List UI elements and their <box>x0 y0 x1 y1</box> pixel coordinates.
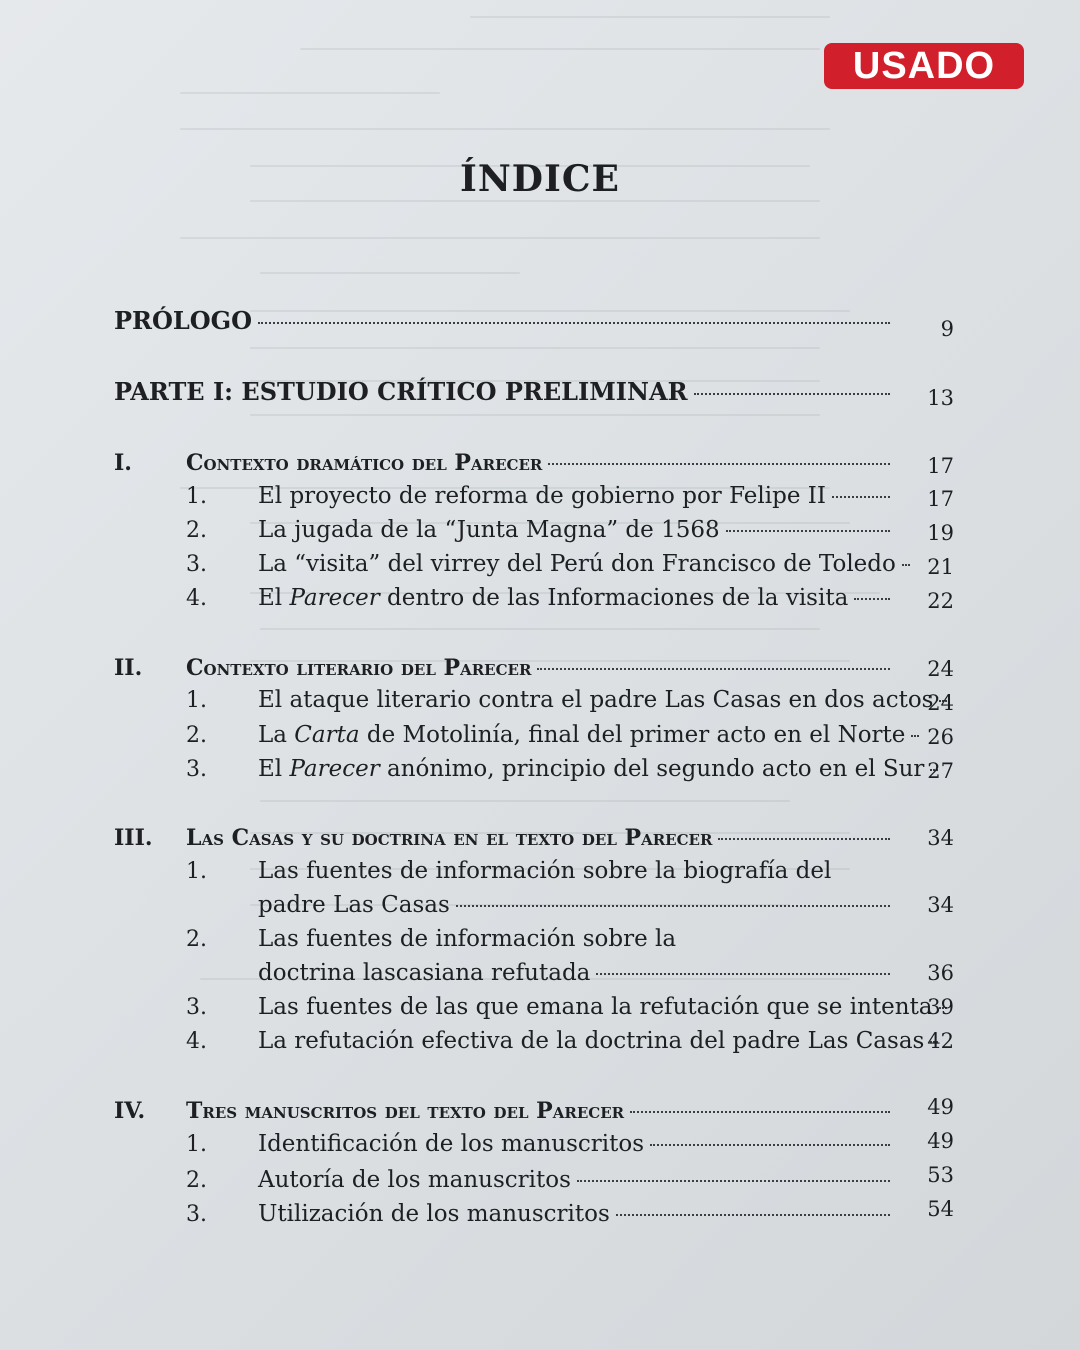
toc-section-2[interactable] <box>114 655 894 681</box>
toc-item[interactable] <box>186 1131 894 1157</box>
section-label: Las Casas y su doctrina en el texto del Parecer <box>186 825 713 851</box>
toc-item[interactable] <box>186 1028 925 1054</box>
dot-leader <box>630 1111 890 1113</box>
item-number: 3. <box>186 757 207 782</box>
item-label: Utilización de los manuscritos <box>258 1201 610 1227</box>
toc-section-3[interactable] <box>114 825 894 851</box>
item-number: 2. <box>186 518 207 543</box>
toc-page-number: 13 <box>927 386 954 410</box>
toc-item[interactable] <box>186 722 906 748</box>
item-number: 2. <box>186 723 207 748</box>
dot-leader <box>726 530 890 532</box>
dot-leader <box>596 973 890 975</box>
dot-leader <box>854 598 890 600</box>
toc-item[interactable] <box>186 926 894 952</box>
toc-item[interactable] <box>186 756 925 782</box>
toc-page-number: 39 <box>927 995 954 1019</box>
toc-page-number: 54 <box>927 1197 954 1221</box>
section-number: II. <box>114 655 143 681</box>
item-label-line-1: Las fuentes de información sobre la biografía del <box>258 858 832 884</box>
toc-page-number: 19 <box>927 521 954 545</box>
item-number: 2. <box>186 1168 207 1193</box>
section-label: Contexto dramático del Parecer <box>186 450 543 476</box>
item-number: 1. <box>186 484 207 509</box>
item-label-line-2: padre Las Casas <box>258 892 450 918</box>
toc-page-number: 17 <box>927 487 954 511</box>
toc-page-number: 49 <box>927 1129 954 1153</box>
item-label: El proyecto de reforma de gobierno por Felipe II <box>258 483 826 509</box>
toc-item-continuation[interactable] <box>258 960 894 986</box>
toc-item[interactable] <box>186 517 894 543</box>
toc-page-number: 34 <box>927 826 954 850</box>
toc-entry-label: PARTE I: ESTUDIO CRÍTICO PRELIMINAR <box>114 377 688 406</box>
dot-leader <box>694 393 890 395</box>
dot-leader <box>577 1180 890 1182</box>
toc-section-4[interactable] <box>114 1098 894 1124</box>
dot-leader <box>616 1214 890 1216</box>
toc-entry-label: PRÓLOGO <box>114 306 253 335</box>
item-number: 1. <box>186 688 207 713</box>
toc-item[interactable] <box>186 687 934 713</box>
item-label-line-1: Las fuentes de información sobre la <box>258 926 677 952</box>
toc-page-number: 53 <box>927 1163 954 1187</box>
item-number: 3. <box>186 552 207 577</box>
toc-page-number: 24 <box>927 691 954 715</box>
item-number: 1. <box>186 1132 207 1157</box>
toc-page-number: 36 <box>927 961 954 985</box>
section-number: I. <box>114 450 132 476</box>
section-number: III. <box>114 825 153 851</box>
item-label: Autoría de los manuscritos <box>258 1167 571 1193</box>
toc-item-continuation[interactable] <box>258 892 894 918</box>
section-label: Contexto literario del Parecer <box>186 655 532 681</box>
toc-section-1[interactable] <box>114 450 894 476</box>
item-label: Las fuentes de las que emana la refutación que se intenta <box>258 994 933 1020</box>
toc-item[interactable] <box>186 483 894 509</box>
dot-leader <box>718 838 890 840</box>
toc-page-number: 49 <box>927 1095 954 1119</box>
section-label: Tres manuscritos del texto del Parecer <box>186 1098 625 1124</box>
toc-item[interactable] <box>186 858 894 884</box>
toc-item[interactable] <box>186 585 894 611</box>
item-number: 3. <box>186 995 207 1020</box>
item-label: El Parecer dentro de las Informaciones de la visita <box>258 585 849 611</box>
toc-page-number: 42 <box>927 1029 954 1053</box>
section-number: IV. <box>114 1098 146 1124</box>
toc-entry-prologo[interactable] <box>114 306 894 335</box>
item-label: La Carta de Motolinía, final del primer acto en el Norte <box>258 722 906 748</box>
toc-item[interactable] <box>186 994 933 1020</box>
dot-leader <box>548 463 890 465</box>
toc-item[interactable] <box>186 1167 894 1193</box>
toc-page-number: 26 <box>927 725 954 749</box>
toc-page-number: 34 <box>927 893 954 917</box>
item-number: 4. <box>186 586 207 611</box>
item-label: La “visita” del virrey del Perú don Francisco de Toledo <box>258 551 896 577</box>
item-label: El ataque literario contra el padre Las Casas en dos actos <box>258 687 934 713</box>
item-number: 1. <box>186 859 207 884</box>
toc-page-number: 17 <box>927 454 954 478</box>
dot-leader <box>650 1144 890 1146</box>
toc-entry-parte-1[interactable] <box>114 377 894 406</box>
item-label: Identificación de los manuscritos <box>258 1131 645 1157</box>
dot-leader <box>537 668 890 670</box>
toc-page-number: 24 <box>927 657 954 681</box>
item-label: La jugada de la “Junta Magna” de 1568 <box>258 517 720 543</box>
page-title: ÍNDICE <box>460 158 620 200</box>
toc-page-number: 27 <box>927 759 954 783</box>
item-label-line-2: doctrina lascasiana refutada <box>258 960 591 986</box>
toc-item[interactable] <box>186 551 894 577</box>
dot-leader <box>456 905 890 907</box>
item-label: La refutación efectiva de la doctrina del padre Las Casas <box>258 1028 925 1054</box>
item-number: 3. <box>186 1202 207 1227</box>
toc-item[interactable] <box>186 1201 894 1227</box>
dot-leader <box>258 322 890 324</box>
used-badge: USADO <box>824 43 1024 89</box>
toc-page-number: 9 <box>940 317 954 341</box>
item-number: 4. <box>186 1029 207 1054</box>
dot-leader <box>832 496 890 498</box>
item-number: 2. <box>186 927 207 952</box>
item-label: El Parecer anónimo, principio del segundo acto en el Sur <box>258 756 925 782</box>
toc-page-number: 21 <box>927 555 954 579</box>
toc-page-number: 22 <box>927 589 954 613</box>
